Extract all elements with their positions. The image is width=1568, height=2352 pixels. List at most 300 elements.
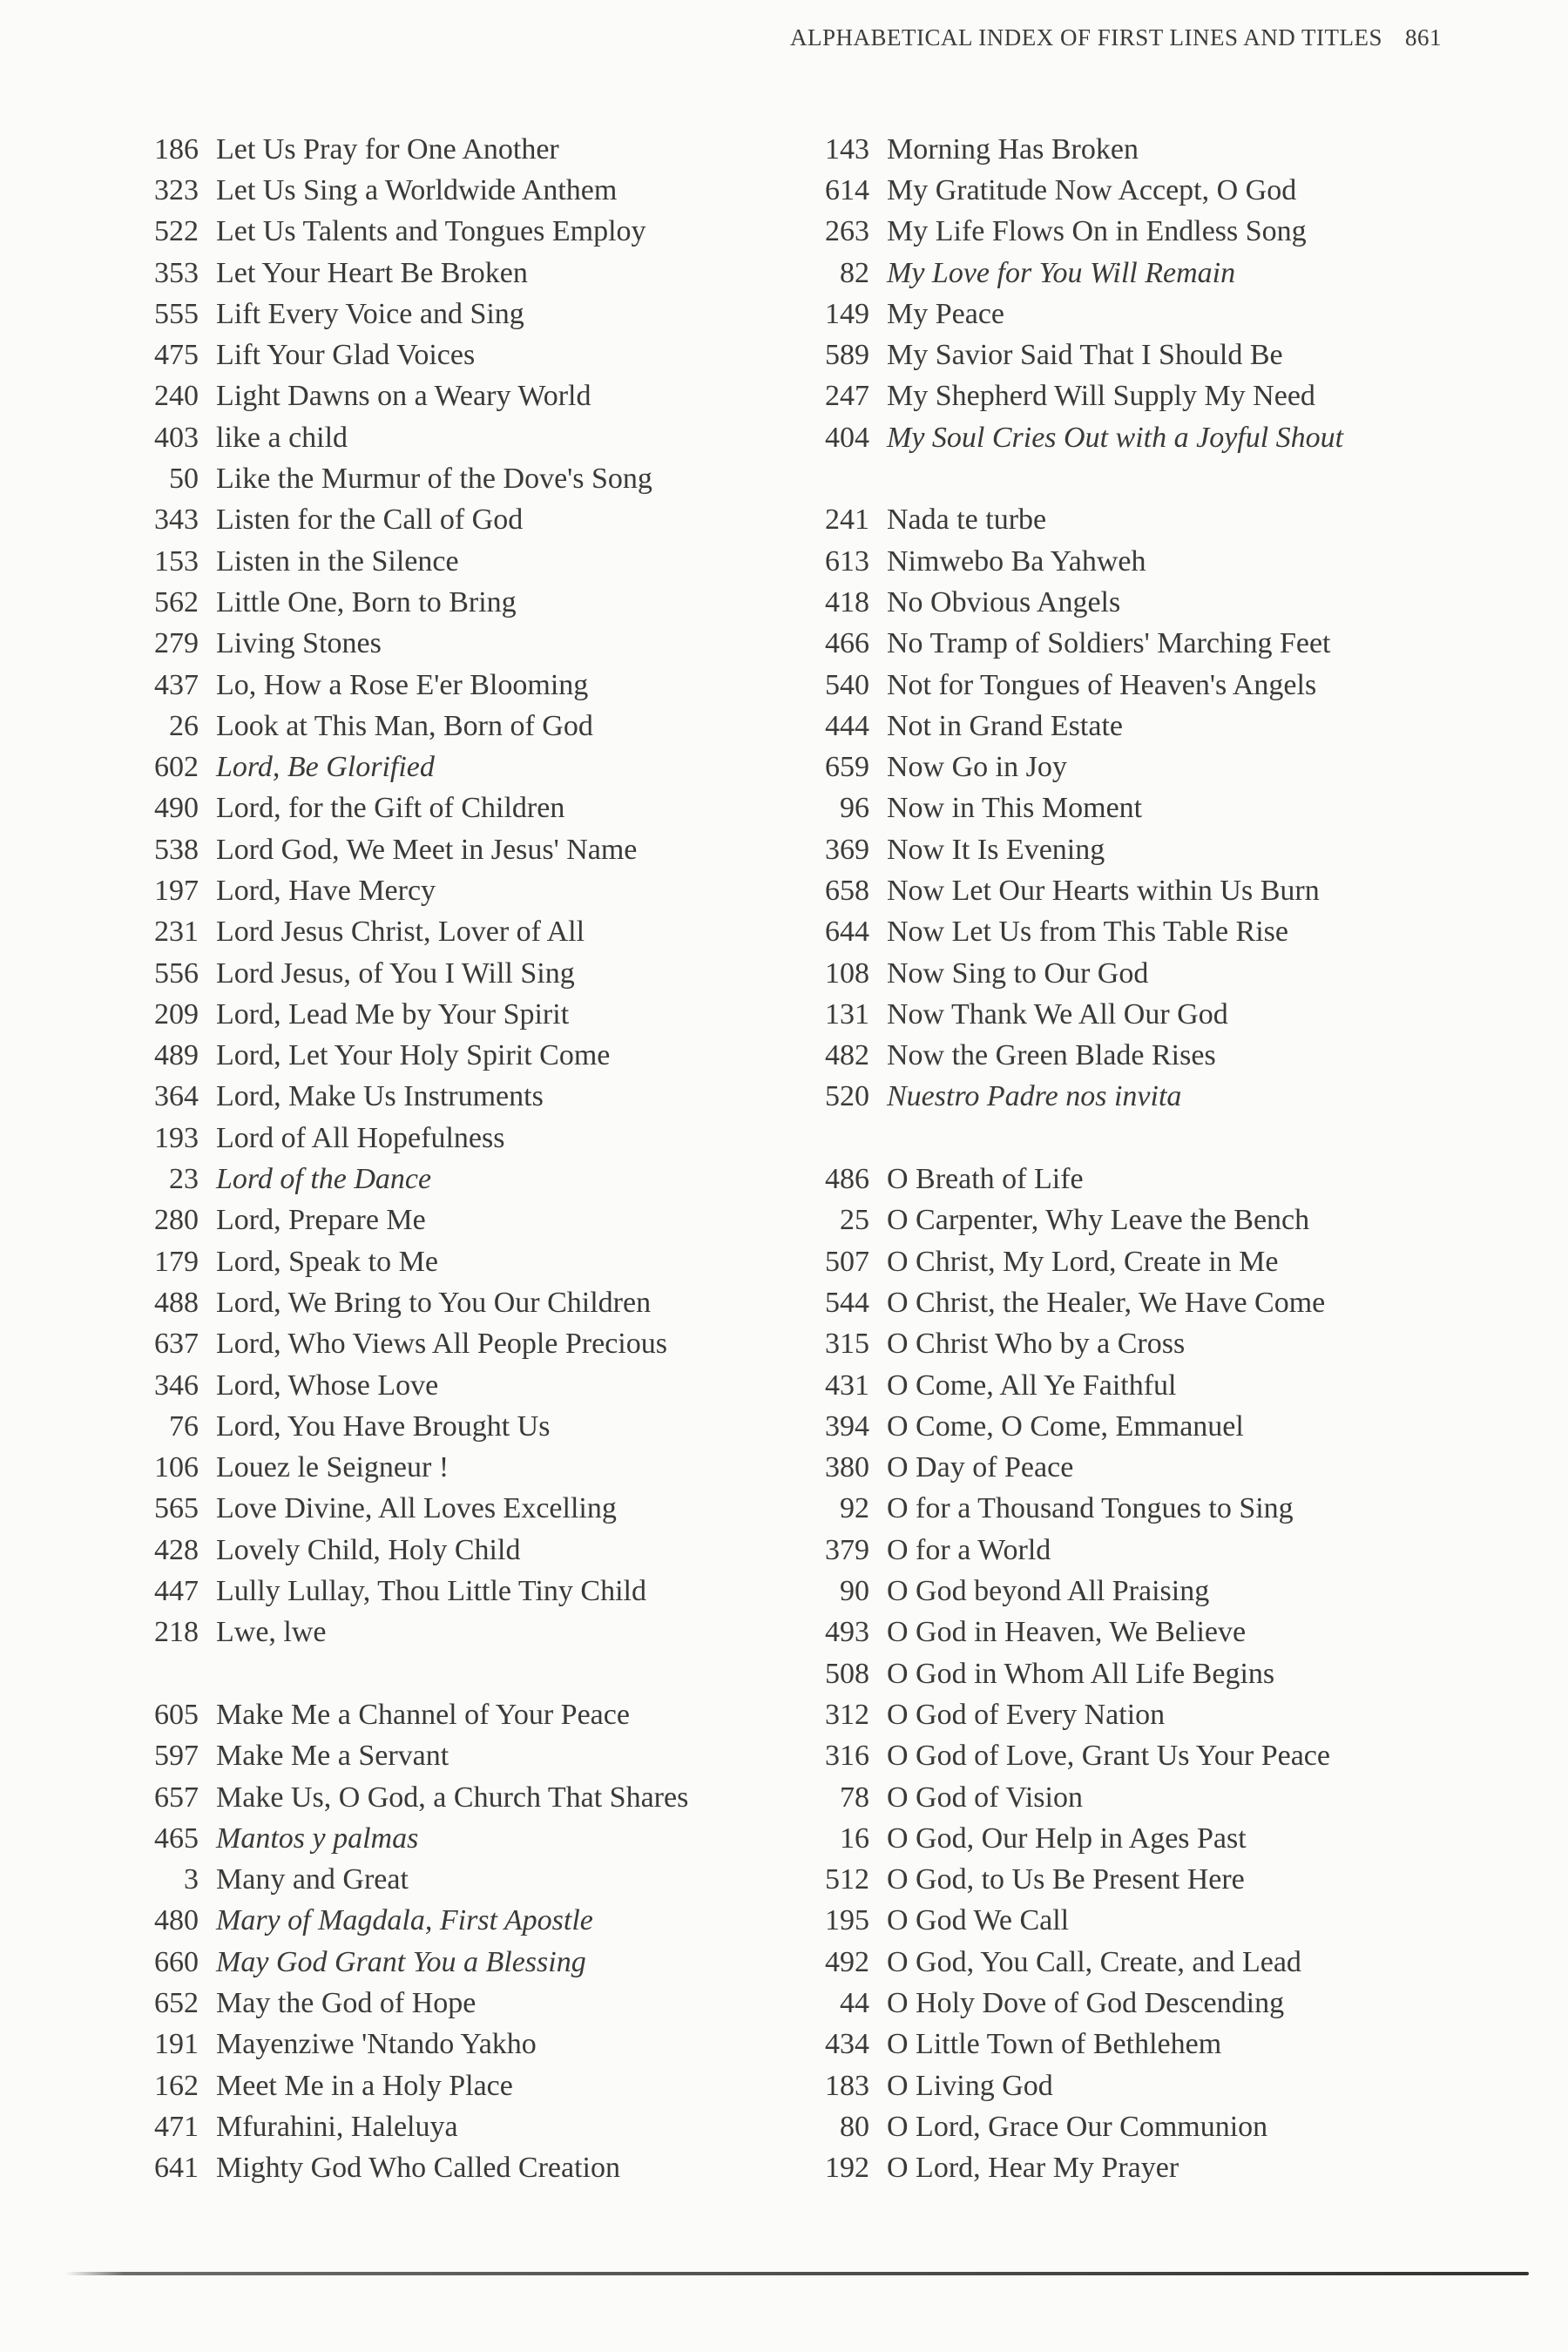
index-entry xyxy=(801,129,1343,170)
hymn-title: Mary of Magdala, First Apostle xyxy=(216,1904,593,1937)
index-entry xyxy=(131,1282,688,1323)
hymn-title: O Christ, the Healer, We Have Come xyxy=(887,1286,1326,1319)
index-entry xyxy=(131,788,688,829)
index-entry xyxy=(131,376,688,417)
index-entry xyxy=(131,1241,688,1282)
hymn-number: 644 xyxy=(825,916,869,949)
hymn-number: 80 xyxy=(840,2110,869,2143)
hymn-number: 82 xyxy=(840,256,869,289)
hymn-title: Mayenziwe 'Ntando Yakho xyxy=(216,2028,537,2061)
hymn-title: Morning Has Broken xyxy=(887,132,1139,166)
index-entry xyxy=(131,1448,688,1489)
section-gap xyxy=(801,458,1343,499)
index-entry xyxy=(801,2024,1343,2065)
hymn-number: 641 xyxy=(154,2152,199,2185)
hymn-title: O God beyond All Praising xyxy=(887,1575,1210,1608)
hymn-title: Living Stones xyxy=(216,627,382,660)
hymn-number: 369 xyxy=(825,833,869,866)
hymn-title: Now Let Us from This Table Rise xyxy=(887,916,1288,949)
index-entry xyxy=(131,335,688,375)
hymn-number: 247 xyxy=(825,380,869,413)
index-entry xyxy=(801,500,1343,541)
hymn-title: Lord, Make Us Instruments xyxy=(216,1080,544,1113)
hymn-title: Look at This Man, Born of God xyxy=(216,709,593,742)
hymn-number: 605 xyxy=(154,1698,199,1731)
hymn-title: Lord, Speak to Me xyxy=(216,1245,438,1278)
index-entry xyxy=(801,1489,1343,1530)
hymn-title: Lully Lullay, Thou Little Tiny Child xyxy=(216,1575,646,1608)
hymn-title: Not in Grand Estate xyxy=(887,709,1123,742)
hymn-title: Lift Every Voice and Sing xyxy=(216,297,524,330)
hymn-number: 315 xyxy=(825,1328,869,1361)
index-entry xyxy=(131,1077,688,1118)
index-entry xyxy=(131,953,688,994)
hymn-number: 90 xyxy=(840,1575,869,1608)
hymn-number: 240 xyxy=(154,380,199,413)
index-entry xyxy=(801,541,1343,582)
hymn-title: Lord Jesus Christ, Lover of All xyxy=(216,916,585,949)
hymn-title: Many and Great xyxy=(216,1863,409,1896)
index-entry xyxy=(131,829,688,870)
hymn-title: O Lord, Grace Our Communion xyxy=(887,2110,1268,2143)
hymn-number: 44 xyxy=(840,1987,869,2019)
hymn-title: Lwe, lwe xyxy=(216,1616,327,1649)
hymn-number: 143 xyxy=(825,132,869,166)
index-entry xyxy=(131,2148,688,2189)
index-entry xyxy=(801,1282,1343,1323)
hymn-number: 403 xyxy=(154,421,199,454)
index-entry xyxy=(801,1942,1343,1983)
hymn-number: 613 xyxy=(825,544,869,578)
index-entry xyxy=(801,788,1343,829)
index-entry xyxy=(801,1983,1343,2024)
index-entry xyxy=(801,1777,1343,1818)
hymn-number: 346 xyxy=(154,1369,199,1402)
index-entry xyxy=(801,1653,1343,1694)
hymn-number: 404 xyxy=(825,421,869,454)
index-entry xyxy=(801,1694,1343,1735)
index-entry xyxy=(131,706,688,747)
hymn-number: 323 xyxy=(154,173,199,206)
hymn-title: Make Me a Channel of Your Peace xyxy=(216,1698,630,1731)
hymn-title: Little One, Born to Bring xyxy=(216,585,517,618)
hymn-title: Now the Green Blade Rises xyxy=(887,1039,1216,1072)
hymn-number: 522 xyxy=(154,215,199,248)
hymn-title: My Shepherd Will Supply My Need xyxy=(887,380,1315,413)
index-entry xyxy=(801,253,1343,294)
hymn-number: 23 xyxy=(169,1163,199,1196)
hymn-number: 241 xyxy=(825,504,869,537)
index-entry xyxy=(131,541,688,582)
index-entry xyxy=(801,1324,1343,1365)
hymn-title: O Carpenter, Why Leave the Bench xyxy=(887,1204,1310,1237)
hymn-title: Lord, Lead Me by Your Spirit xyxy=(216,997,570,1031)
index-entry xyxy=(801,1571,1343,1612)
hymn-number: 209 xyxy=(154,997,199,1031)
hymn-title: No Obvious Angels xyxy=(887,585,1121,618)
hymn-number: 263 xyxy=(825,215,869,248)
hymn-title: Mantos y palmas xyxy=(216,1821,419,1855)
hymn-title: O God in Whom All Life Begins xyxy=(887,1657,1275,1690)
index-entry xyxy=(131,1489,688,1530)
index-entry xyxy=(131,2065,688,2106)
hymn-title: O Come, All Ye Faithful xyxy=(887,1369,1177,1402)
hymn-title: O God, You Call, Create, and Lead xyxy=(887,1945,1301,1978)
hymn-number: 3 xyxy=(184,1863,199,1896)
index-entry xyxy=(131,870,688,911)
index-entry xyxy=(131,1818,688,1859)
left-index-column xyxy=(131,129,688,2189)
index-entry xyxy=(131,170,688,211)
index-entry xyxy=(131,747,688,787)
hymn-title: May God Grant You a Blessing xyxy=(216,1945,586,1978)
hymn-title: O Living God xyxy=(887,2069,1053,2102)
hymn-title: O Holy Dove of God Descending xyxy=(887,1987,1285,2019)
index-entry xyxy=(131,253,688,294)
index-heading: ALPHABETICAL INDEX OF FIRST LINES AND TITLES xyxy=(789,24,1382,51)
hymn-number: 490 xyxy=(154,792,199,825)
hymn-title: My Love for You Will Remain xyxy=(887,256,1236,289)
index-entry xyxy=(801,1901,1343,1942)
hymn-title: Let Us Talents and Tongues Employ xyxy=(216,215,646,248)
hymn-number: 466 xyxy=(825,627,869,660)
hymn-number: 544 xyxy=(825,1286,869,1319)
hymn-number: 343 xyxy=(154,504,199,537)
page-edge-rule xyxy=(65,2272,1529,2275)
index-entry xyxy=(131,500,688,541)
hymn-number: 197 xyxy=(154,874,199,907)
hymn-title: Lord, Who Views All People Precious xyxy=(216,1328,667,1361)
hymn-number: 493 xyxy=(825,1616,869,1649)
hymn-title: O Little Town of Bethlehem xyxy=(887,2028,1222,2061)
hymn-title: Lift Your Glad Voices xyxy=(216,339,476,372)
hymn-number: 597 xyxy=(154,1740,199,1773)
hymn-number: 380 xyxy=(825,1451,869,1484)
index-entry xyxy=(801,170,1343,211)
index-entry xyxy=(131,1406,688,1447)
hymn-number: 106 xyxy=(154,1451,199,1484)
index-entry xyxy=(801,829,1343,870)
hymn-title: Lord, We Bring to You Our Children xyxy=(216,1286,652,1319)
index-entry xyxy=(801,2065,1343,2106)
index-entry xyxy=(131,2106,688,2147)
index-entry xyxy=(801,335,1343,375)
index-entry xyxy=(131,1530,688,1571)
index-entry xyxy=(801,870,1343,911)
hymn-title: O Come, O Come, Emmanuel xyxy=(887,1409,1244,1443)
index-entry xyxy=(131,1983,688,2024)
hymn-title: Mfurahini, Haleluya xyxy=(216,2110,458,2143)
hymn-title: Lord, Have Mercy xyxy=(216,874,436,907)
hymn-number: 465 xyxy=(154,1821,199,1855)
hymn-number: 312 xyxy=(825,1698,869,1731)
hymn-title: My Soul Cries Out with a Joyful Shout xyxy=(887,421,1344,454)
hymn-number: 659 xyxy=(825,751,869,784)
hymn-title: Lord Jesus, of You I Will Sing xyxy=(216,956,575,990)
hymn-title: O for a Thousand Tongues to Sing xyxy=(887,1492,1294,1525)
index-entry xyxy=(131,212,688,253)
hymn-number: 353 xyxy=(154,256,199,289)
hymn-number: 434 xyxy=(825,2028,869,2061)
hymn-title: Lord of All Hopefulness xyxy=(216,1121,505,1154)
hymn-title: Light Dawns on a Weary World xyxy=(216,380,591,413)
hymn-number: 96 xyxy=(840,792,869,825)
index-entry xyxy=(131,665,688,706)
index-entry xyxy=(131,129,688,170)
hymn-number: 589 xyxy=(825,339,869,372)
index-entry xyxy=(131,1118,688,1159)
hymn-number: 231 xyxy=(154,916,199,949)
hymn-number: 192 xyxy=(825,2152,869,2185)
hymn-number: 508 xyxy=(825,1657,869,1690)
hymn-title: My Peace xyxy=(887,297,1005,330)
index-entry xyxy=(131,1365,688,1406)
index-entry xyxy=(801,665,1343,706)
index-entry xyxy=(801,706,1343,747)
hymn-title: My Gratitude Now Accept, O God xyxy=(887,173,1297,206)
hymn-title: O Christ, My Lord, Create in Me xyxy=(887,1245,1279,1278)
hymn-title: Now in This Moment xyxy=(887,792,1143,825)
hymn-number: 162 xyxy=(154,2069,199,2102)
hymn-title: O God We Call xyxy=(887,1904,1070,1937)
hymn-title: O for a World xyxy=(887,1533,1051,1566)
hymn-number: 131 xyxy=(825,997,869,1031)
hymn-number: 492 xyxy=(825,1945,869,1978)
hymn-title: Let Your Heart Be Broken xyxy=(216,256,528,289)
index-entry xyxy=(131,1324,688,1365)
hymn-title: Listen in the Silence xyxy=(216,544,459,578)
hymn-title: Like the Murmur of the Dove's Song xyxy=(216,463,652,496)
section-gap xyxy=(801,1118,1343,1159)
hymn-number: 431 xyxy=(825,1369,869,1402)
hymn-title: like a child xyxy=(216,421,348,454)
index-entry xyxy=(801,376,1343,417)
index-entry xyxy=(801,1530,1343,1571)
hymn-title: Lord of the Dance xyxy=(216,1163,432,1196)
index-entry xyxy=(801,417,1343,458)
index-entry xyxy=(131,1159,688,1200)
hymn-number: 149 xyxy=(825,297,869,330)
index-entry xyxy=(801,1612,1343,1653)
hymn-number: 520 xyxy=(825,1080,869,1113)
hymn-title: O Lord, Hear My Prayer xyxy=(887,2152,1179,2185)
hymn-number: 637 xyxy=(154,1328,199,1361)
hymn-number: 92 xyxy=(840,1492,869,1525)
hymn-number: 658 xyxy=(825,874,869,907)
hymn-title: Let Us Pray for One Another xyxy=(216,132,559,166)
index-entry xyxy=(131,417,688,458)
hymn-title: O Breath of Life xyxy=(887,1163,1084,1196)
hymn-number: 78 xyxy=(840,1781,869,1814)
index-entry xyxy=(801,1448,1343,1489)
index-entry xyxy=(801,2148,1343,2189)
index-entry xyxy=(801,1036,1343,1077)
hymn-title: Lord, You Have Brought Us xyxy=(216,1409,551,1443)
hymn-number: 379 xyxy=(825,1533,869,1566)
index-entry xyxy=(801,1736,1343,1777)
index-entry xyxy=(131,1901,688,1942)
hymn-title: Not for Tongues of Heaven's Angels xyxy=(887,668,1317,701)
hymn-number: 555 xyxy=(154,297,199,330)
hymn-title: Now Let Our Hearts within Us Burn xyxy=(887,874,1320,907)
hymn-number: 437 xyxy=(154,668,199,701)
hymn-title: No Tramp of Soldiers' Marching Feet xyxy=(887,627,1331,660)
hymn-number: 512 xyxy=(825,1863,869,1896)
hymn-title: O God, to Us Be Present Here xyxy=(887,1863,1245,1896)
hymn-number: 444 xyxy=(825,709,869,742)
hymn-title: O God in Heaven, We Believe xyxy=(887,1616,1247,1649)
hymn-number: 480 xyxy=(154,1904,199,1937)
hymn-number: 602 xyxy=(154,751,199,784)
hymn-title: O God, Our Help in Ages Past xyxy=(887,1821,1247,1855)
hymn-title: Nimwebo Ba Yahweh xyxy=(887,544,1146,578)
hymn-number: 76 xyxy=(169,1409,199,1443)
hymn-title: Lord, Be Glorified xyxy=(216,751,435,784)
hymn-number: 660 xyxy=(154,1945,199,1978)
hymn-number: 507 xyxy=(825,1245,869,1278)
hymn-title: O Christ Who by a Cross xyxy=(887,1328,1186,1361)
hymn-number: 486 xyxy=(825,1163,869,1196)
hymn-number: 394 xyxy=(825,1409,869,1443)
hymn-number: 26 xyxy=(169,709,199,742)
hymn-title: O God of Love, Grant Us Your Peace xyxy=(887,1740,1330,1773)
hymn-number: 183 xyxy=(825,2069,869,2102)
hymn-number: 25 xyxy=(840,1204,869,1237)
index-entry xyxy=(131,1200,688,1241)
hymn-number: 191 xyxy=(154,2028,199,2061)
index-entry xyxy=(131,1736,688,1777)
index-entry xyxy=(131,912,688,953)
hymn-number: 614 xyxy=(825,173,869,206)
hymn-number: 364 xyxy=(154,1080,199,1113)
index-entry xyxy=(801,1159,1343,1200)
hymn-number: 418 xyxy=(825,585,869,618)
index-entry xyxy=(131,1036,688,1077)
index-entry xyxy=(801,912,1343,953)
index-entry xyxy=(801,1365,1343,1406)
hymn-number: 195 xyxy=(825,1904,869,1937)
hymn-number: 657 xyxy=(154,1781,199,1814)
hymn-number: 153 xyxy=(154,544,199,578)
index-entry xyxy=(801,1406,1343,1447)
hymn-number: 428 xyxy=(154,1533,199,1566)
index-entry xyxy=(131,2024,688,2065)
index-entry xyxy=(801,747,1343,787)
hymn-number: 538 xyxy=(154,833,199,866)
index-entry xyxy=(131,1859,688,1900)
index-entry xyxy=(131,1571,688,1612)
index-entry xyxy=(131,294,688,335)
hymn-title: O God of Vision xyxy=(887,1781,1083,1814)
index-entry xyxy=(801,582,1343,623)
index-entry xyxy=(801,953,1343,994)
index-entry xyxy=(131,1942,688,1983)
section-gap xyxy=(131,1653,688,1694)
hymn-number: 562 xyxy=(154,585,199,618)
index-entry xyxy=(131,994,688,1035)
index-entry xyxy=(801,624,1343,665)
hymn-title: O God of Every Nation xyxy=(887,1698,1166,1731)
hymn-number: 108 xyxy=(825,956,869,990)
hymn-title: Now Thank We All Our God xyxy=(887,997,1228,1031)
hymn-title: Lovely Child, Holy Child xyxy=(216,1533,521,1566)
index-entry xyxy=(131,624,688,665)
index-entry xyxy=(131,1612,688,1653)
index-entry xyxy=(801,2106,1343,2147)
hymn-title: Now Sing to Our God xyxy=(887,956,1149,990)
hymn-title: Make Us, O God, a Church That Shares xyxy=(216,1781,689,1814)
hymn-title: Lord, Prepare Me xyxy=(216,1204,426,1237)
hymn-title: Now Go in Joy xyxy=(887,751,1067,784)
page-number: 861 xyxy=(1405,24,1442,51)
hymn-number: 489 xyxy=(154,1039,199,1072)
index-entry xyxy=(801,1241,1343,1282)
index-entry xyxy=(801,1859,1343,1900)
hymn-number: 488 xyxy=(154,1286,199,1319)
hymn-number: 475 xyxy=(154,339,199,372)
hymn-number: 218 xyxy=(154,1616,199,1649)
hymn-number: 193 xyxy=(154,1121,199,1154)
hymn-title: Lo, How a Rose E'er Blooming xyxy=(216,668,589,701)
hymn-title: Lord, Let Your Holy Spirit Come xyxy=(216,1039,611,1072)
hymn-title: O Day of Peace xyxy=(887,1451,1074,1484)
running-header xyxy=(0,24,1442,51)
hymn-title: Now It Is Evening xyxy=(887,833,1105,866)
index-entry xyxy=(801,1200,1343,1241)
index-entry xyxy=(801,994,1343,1035)
hymn-number: 280 xyxy=(154,1204,199,1237)
hymn-number: 279 xyxy=(154,627,199,660)
hymn-number: 482 xyxy=(825,1039,869,1072)
hymn-number: 316 xyxy=(825,1740,869,1773)
hymn-title: Mighty God Who Called Creation xyxy=(216,2152,620,2185)
hymn-title: Lord God, We Meet in Jesus' Name xyxy=(216,833,638,866)
hymn-number: 471 xyxy=(154,2110,199,2143)
hymn-title: My Life Flows On in Endless Song xyxy=(887,215,1307,248)
index-entry xyxy=(131,582,688,623)
hymn-title: Make Me a Servant xyxy=(216,1740,449,1773)
hymn-title: My Savior Said That I Should Be xyxy=(887,339,1283,372)
index-entry xyxy=(801,1818,1343,1859)
right-index-column xyxy=(801,129,1343,2189)
index-entry xyxy=(801,294,1343,335)
hymn-number: 565 xyxy=(154,1492,199,1525)
index-entry xyxy=(131,1777,688,1818)
hymn-title: Nada te turbe xyxy=(887,504,1047,537)
hymn-number: 556 xyxy=(154,956,199,990)
hymn-title: Louez le Seigneur ! xyxy=(216,1451,449,1484)
hymn-number: 179 xyxy=(154,1245,199,1278)
index-entry xyxy=(131,458,688,499)
hymn-title: Meet Me in a Holy Place xyxy=(216,2069,513,2102)
hymn-title: Let Us Sing a Worldwide Anthem xyxy=(216,173,618,206)
index-entry xyxy=(131,1694,688,1735)
hymn-title: Lord, Whose Love xyxy=(216,1369,439,1402)
hymn-title: Nuestro Padre nos invita xyxy=(887,1080,1182,1113)
hymn-number: 50 xyxy=(169,463,199,496)
hymn-title: Listen for the Call of God xyxy=(216,504,524,537)
index-entry xyxy=(801,212,1343,253)
hymn-title: May the God of Hope xyxy=(216,1987,476,2019)
hymn-number: 652 xyxy=(154,1987,199,2019)
hymn-number: 16 xyxy=(840,1821,869,1855)
hymn-number: 186 xyxy=(154,132,199,166)
hymn-title: Love Divine, All Loves Excelling xyxy=(216,1492,617,1525)
index-entry xyxy=(801,1077,1343,1118)
hymn-number: 447 xyxy=(154,1575,199,1608)
hymn-title: Lord, for the Gift of Children xyxy=(216,792,565,825)
hymn-number: 540 xyxy=(825,668,869,701)
